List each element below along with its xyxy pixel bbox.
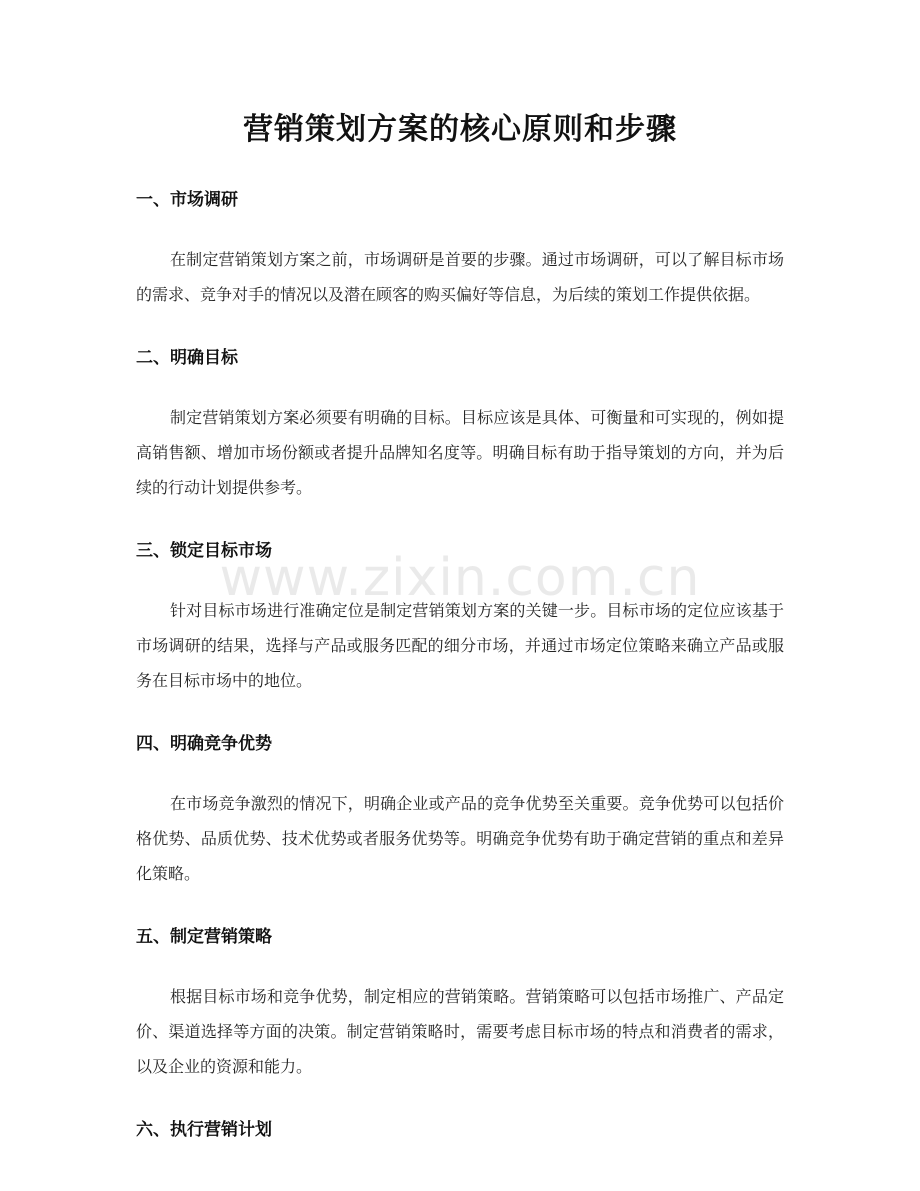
- section-list: [136, 186, 784, 1144]
- section-competitive-advantage: [136, 730, 784, 891]
- section-marketing-strategy: [136, 923, 784, 1084]
- section-paragraph: 在市场竞争激烈的情况下，明确企业或产品的竞争优势至关重要。竞争优势可以包括价格优势、品质优势、技术优势或者服务优势等。明确竞争优势有助于确定营销的重点和差异化策略。: [136, 794, 784, 883]
- section-heading: 一、市场调研: [136, 190, 238, 210]
- document-title: 营销策划方案的核心原则和步骤: [243, 112, 677, 147]
- watermark-text: www.zixin.com.cn: [219, 548, 701, 608]
- section-paragraph: 在制定营销策划方案之前，市场调研是首要的步骤。通过市场调研，可以了解目标市场的需求、竞争对手的情况以及潜在顾客的购买偏好等信息，为后续的策划工作提供依据。: [136, 250, 784, 304]
- section-heading: 三、锁定目标市场: [136, 541, 272, 561]
- section-heading: 六、执行营销计划: [136, 1120, 272, 1140]
- section-heading: 四、明确竞争优势: [136, 734, 272, 754]
- section-heading: 五、制定营销策略: [136, 927, 272, 947]
- section-heading: 二、明确目标: [136, 348, 238, 368]
- section-paragraph: 制定营销策划方案必须要有明确的目标。目标应该是具体、可衡量和可实现的，例如提高销售额、增加市场份额或者提升品牌知名度等。明确目标有助于指导策划的方向，并为后续的行动计划提供参考。: [136, 408, 784, 497]
- section-market-research: [136, 186, 784, 312]
- section-paragraph: 针对目标市场进行准确定位是制定营销策划方案的关键一步。目标市场的定位应该基于市场调研的结果，选择与产品或服务匹配的细分市场，并通过市场定位策略来确立产品或服务在目标市场中的地位。: [136, 601, 784, 690]
- section-paragraph: 根据目标市场和竞争优势，制定相应的营销策略。营销策略可以包括市场推广、产品定价、渠道选择等方面的决策。制定营销策略时，需要考虑目标市场的特点和消费者的需求，以及企业的资源和能力。: [136, 987, 784, 1076]
- section-clear-goals: [136, 344, 784, 505]
- section-execute-plan: [136, 1116, 784, 1144]
- section-target-market: [136, 537, 784, 698]
